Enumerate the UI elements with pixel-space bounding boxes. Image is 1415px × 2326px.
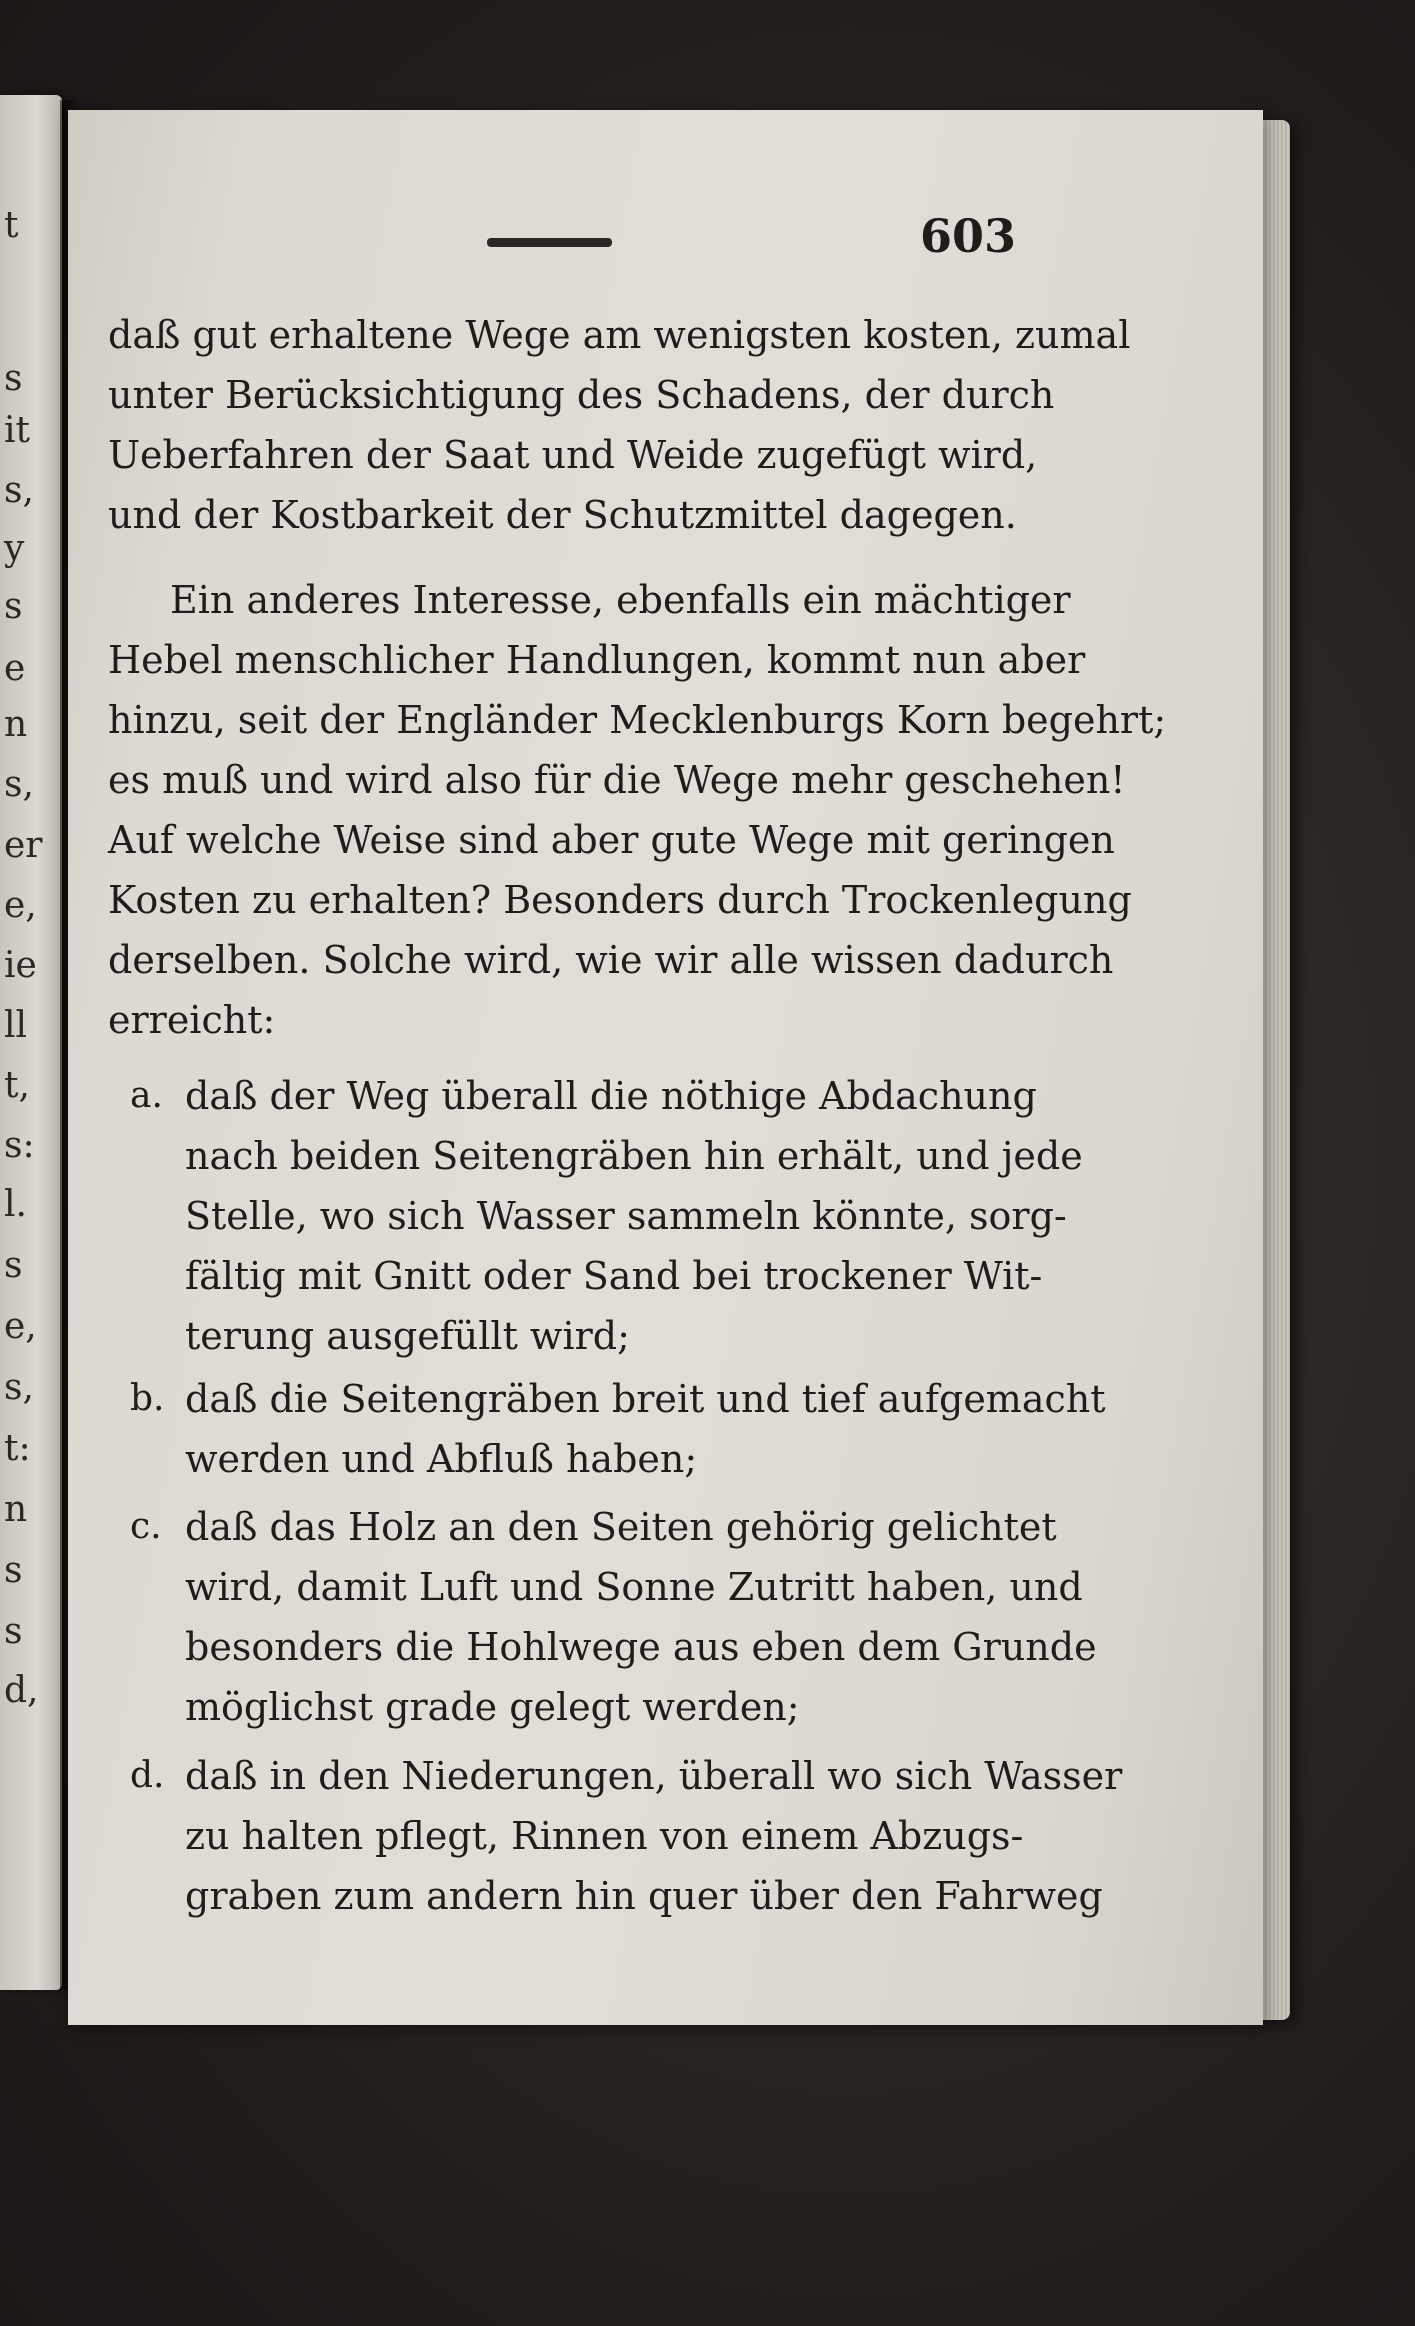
text-line: nach beiden Seitengräben hin erhält, und jede	[185, 1134, 1083, 1178]
text-line: terung ausgefüllt wird;	[185, 1314, 630, 1358]
list-marker: a.	[130, 1075, 163, 1116]
previous-page-edge	[0, 95, 62, 1990]
text-line: Stelle, wo sich Wasser sammeln könnte, sorg-	[185, 1194, 1067, 1238]
text-line: daß der Weg überall die nöthige Abdachung	[185, 1074, 1037, 1118]
previous-page-fragment: e,	[4, 1306, 37, 1347]
text-line: besonders die Hohlwege aus eben dem Grunde	[185, 1625, 1097, 1669]
list-marker: d.	[130, 1755, 165, 1796]
previous-page-fragment: e	[4, 648, 26, 689]
text-line: daß die Seitengräben breit und tief aufgemacht	[185, 1377, 1106, 1421]
text-line: Kosten zu erhalten? Besonders durch Trockenlegung	[108, 878, 1132, 922]
previous-page-fragment: s,	[4, 1367, 34, 1408]
text-line: Ueberfahren der Saat und Weide zugefügt wird,	[108, 433, 1038, 477]
previous-page-fragment: l.	[4, 1184, 27, 1225]
previous-page-fragment: e,	[4, 885, 37, 926]
previous-page-fragment: s,	[4, 764, 34, 805]
text-line: graben zum andern hin quer über den Fahrweg	[185, 1874, 1103, 1918]
previous-page-fragment: s	[4, 1611, 23, 1652]
text-line: daß in den Niederungen, überall wo sich Wasser	[185, 1754, 1123, 1798]
previous-page-fragment: t:	[4, 1428, 31, 1469]
text-line: unter Berücksichtigung des Schadens, der durch	[108, 373, 1055, 417]
text-line: Hebel menschlicher Handlungen, kommt nun aber	[108, 638, 1086, 682]
previous-page-fragment: s	[4, 1245, 23, 1286]
text-line: zu halten pflegt, Rinnen von einem Abzugs-	[185, 1814, 1024, 1858]
text-line: fältig mit Gnitt oder Sand bei trockener Wit-	[185, 1254, 1043, 1298]
previous-page-fragment: s	[4, 358, 23, 399]
text-line: und der Kostbarkeit der Schutzmittel dagegen.	[108, 493, 1017, 537]
previous-page-fragment: s,	[4, 470, 34, 511]
page-number: 603	[920, 209, 1017, 263]
text-line: möglichst grade gelegt werden;	[185, 1685, 800, 1729]
text-line: wird, damit Luft und Sonne Zutritt haben, und	[185, 1565, 1083, 1609]
previous-page-fragment: d,	[4, 1670, 39, 1711]
text-line: Auf welche Weise sind aber gute Wege mit geringen	[108, 818, 1115, 862]
text-line: daß das Holz an den Seiten gehörig gelichtet	[185, 1505, 1057, 1549]
text-line: es muß und wird also für die Wege mehr geschehen!	[108, 758, 1126, 802]
list-marker: b.	[130, 1378, 165, 1419]
previous-page-fragment: t	[4, 205, 19, 246]
text-line: derselben. Solche wird, wie wir alle wissen dadurch	[108, 938, 1114, 982]
text-line: daß gut erhaltene Wege am wenigsten kosten, zumal	[108, 313, 1131, 357]
previous-page-fragment: ll	[4, 1005, 28, 1046]
previous-page-fragment: s:	[4, 1125, 35, 1166]
previous-page-fragment: s	[4, 586, 23, 627]
header-rule	[487, 238, 612, 247]
previous-page-fragment: y	[4, 528, 25, 569]
previous-page-fragment: t,	[4, 1065, 30, 1106]
previous-page-fragment: s	[4, 1550, 23, 1591]
text-line: erreicht:	[108, 998, 276, 1042]
list-marker: c.	[130, 1506, 162, 1547]
previous-page-fragment: n	[4, 704, 28, 745]
text-line: Ein anderes Interesse, ebenfalls ein mächtiger	[170, 578, 1071, 622]
previous-page-fragment: ie	[4, 945, 37, 986]
text-line: werden und Abfluß haben;	[185, 1437, 698, 1481]
previous-page-fragment: it	[4, 410, 30, 451]
previous-page-fragment: n	[4, 1489, 28, 1530]
previous-page-fragment: er	[4, 825, 43, 866]
text-line: hinzu, seit der Engländer Mecklenburgs Korn begehrt;	[108, 698, 1167, 742]
